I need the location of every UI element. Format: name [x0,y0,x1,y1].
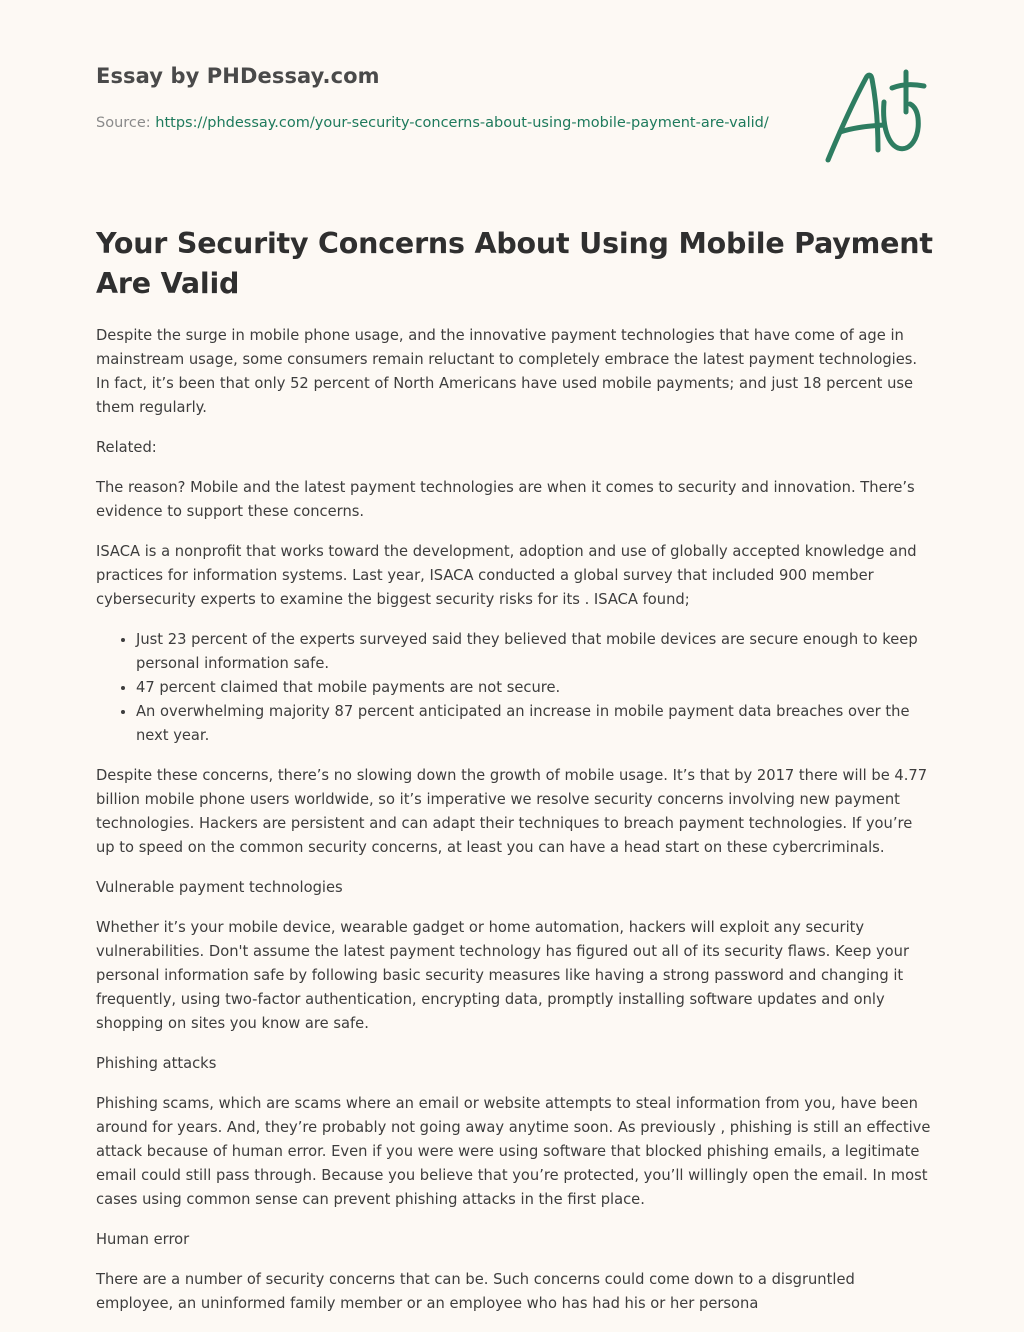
paragraph: Phishing scams, which are scams where an email or website attempts to steal information from you, have been around for years. And, they’re probably not going away anytime soon. As previously , phishing is still an effective attack because of human error. Even if you were were using software that blocked phishing emails, a legitimate email could still pass through. Because you believe that you’re protected, you’ll willingly open the email. In most cases using common sense can prevent phishing attacks in the first place. [96,1095,931,1208]
section-heading: Human error [96,1231,190,1248]
list-item: • An overwhelming majority 87 percent anticipated an increase in mobile payment data breaches over the next year. [136,700,934,748]
brand-title: Essay by PHDessay.com [96,64,380,88]
article-title: Your Security Concerns About Using Mobile Payment Are Valid [96,227,933,300]
list-item: • Just 23 percent of the experts surveyed said they believed that mobile devices are secure enough to keep personal information safe. [136,628,934,676]
section-heading: Vulnerable payment technologies [96,879,343,896]
paragraph: The reason? Mobile and the latest payment technologies are when it comes to security and innovation. There’s evidence to support these concerns. [96,479,915,520]
source-line [96,111,776,135]
paragraph: Whether it’s your mobile device, wearable gadget or home automation, hackers will exploit any security vulnerabilities. Don't assume the latest payment technology has figured out all of its security flaws. Keep your personal information safe by following basic security measures like having a strong password and changing it frequently, using two-factor authentication, encrypting data, promptly installing software updates and only shopping on sites you know are safe. [96,919,909,1032]
paragraph: Despite these concerns, there’s no slowing down the growth of mobile usage. It’s that by 2017 there will be 4.77 billion mobile phone users worldwide, so it’s imperative we resolve security concerns involving new payment technologies. Hackers are persistent and can adapt their techniques to breach payment technologies. If you’re up to speed on the common security concerns, at least you can have a head start on these cybercriminals. [96,767,928,856]
paragraph: Despite the surge in mobile phone usage, and the innovative payment technologies that have come of age in mainstream usage, some consumers remain reluctant to completely embrace the latest payment technologies. In fact, it’s been that only 52 percent of North Americans have used mobile payments; and just 18 percent use them regularly. [96,327,918,416]
paragraph: There are a number of security concerns that can be. Such concerns could come down to a disgruntled employee, an uninformed family member or an employee who has had his or her persona [96,1271,855,1312]
a-plus-logo [818,66,930,168]
source-link[interactable]: https://phdessay.com/your-security-concerns-about-using-mobile-payment-are-valid/ [155,115,769,131]
related-label: Related: [96,439,157,456]
list-item: • 47 percent claimed that mobile payments are not secure. [136,676,934,700]
section-heading: Phishing attacks [96,1055,217,1072]
source-label: Source: [96,115,156,131]
paragraph: ISACA is a nonprofit that works toward the development, adoption and use of globally accepted knowledge and practices for information systems. Last year, ISACA conducted a global survey that included 900 member cybersecurity experts to examine the biggest security risks for its . ISACA found; [96,543,917,608]
findings-list [96,628,934,748]
article-body [96,324,934,1332]
